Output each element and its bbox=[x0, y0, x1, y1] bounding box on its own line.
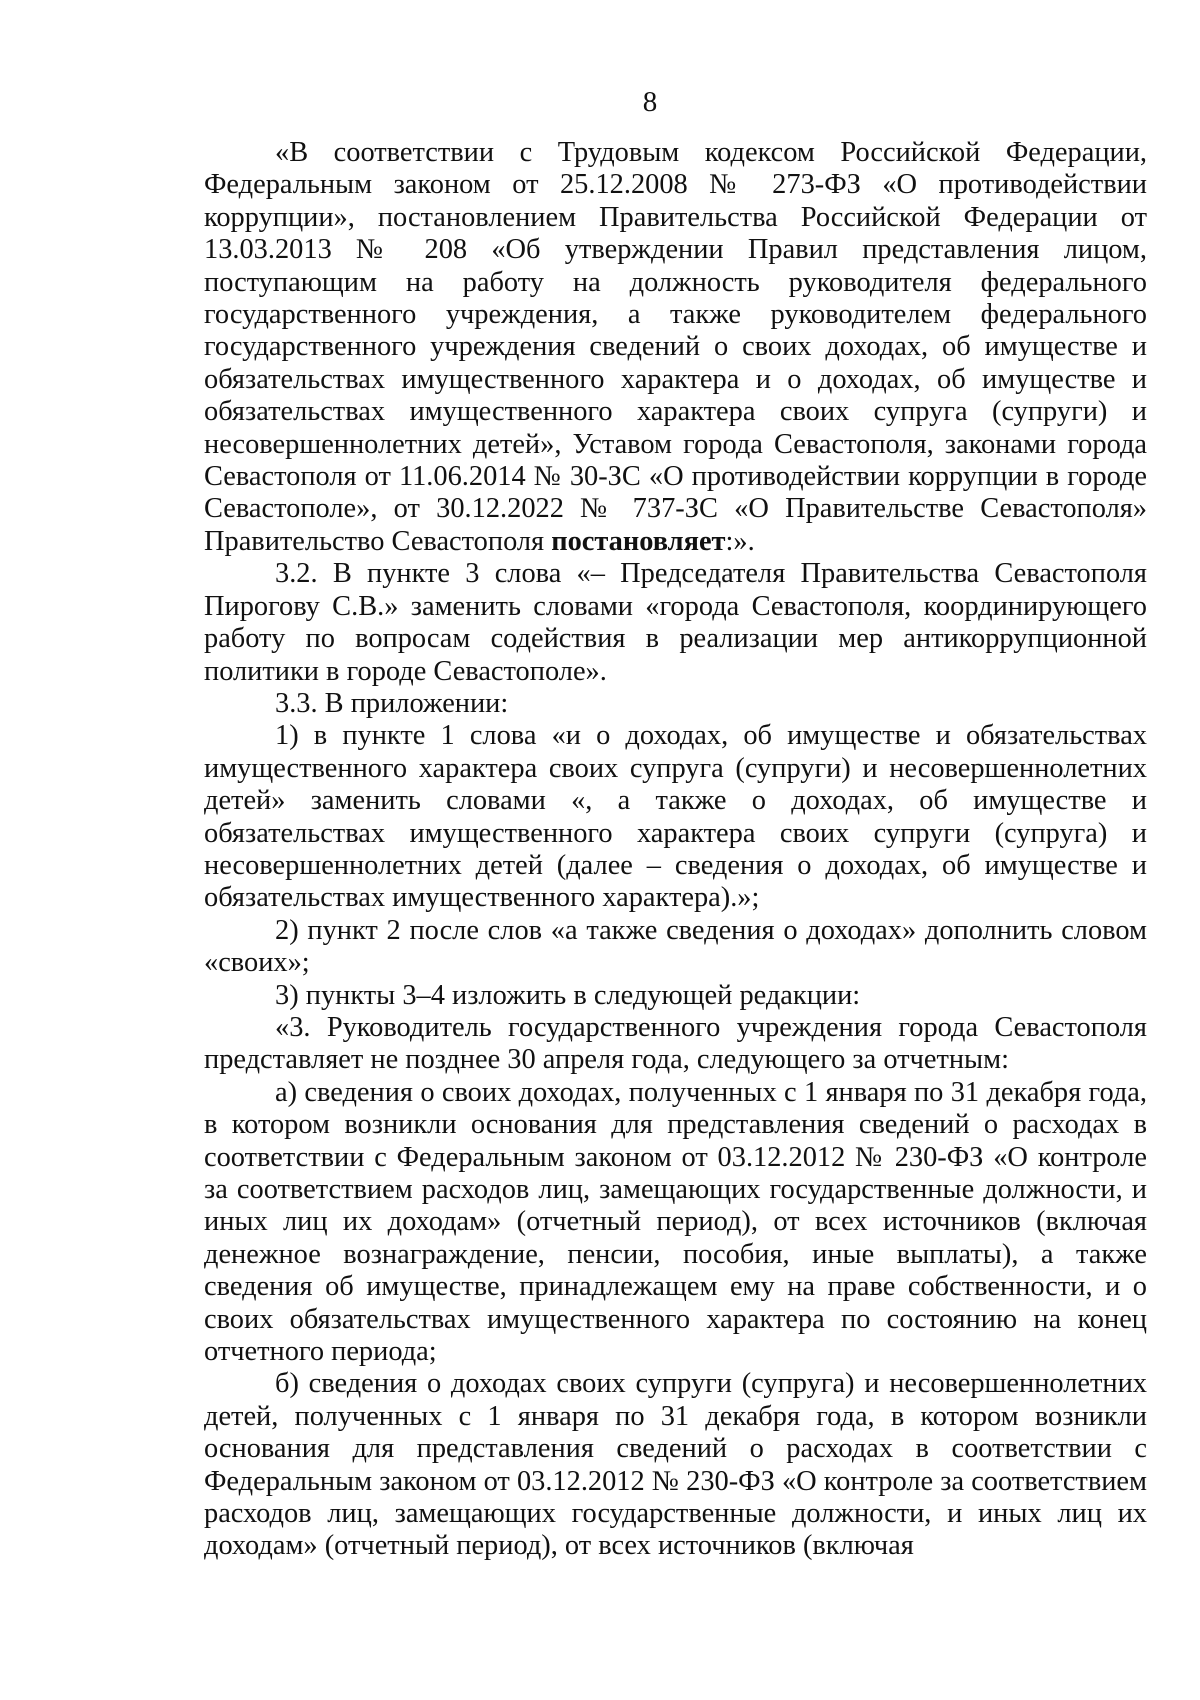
preamble-tail: :». bbox=[725, 525, 755, 557]
preamble-bold-verb: постановляет bbox=[551, 525, 726, 557]
preamble-text: «В соответствии с Трудовым кодексом Российской Федерации, Федеральным законом от 25.12.2008 № 273-ФЗ «О противодействии коррупции», постановлением Правительства Российской Федерации от 13.03.2013 № 208 «Об утверждении Правил представления лицом, поступающим на работу на должность руководителя федерального государственного учреждения, а также руководителем федерального государственного учреждения сведений о своих доходах, об имуществе и обязательствах имущественного характера и о доходах, об имуществе и обязательствах имущественного характера своих супруга (супруги) и несовершеннолетних детей», Уставом города Севастополя, законами города Севастополя от 11.06.2014 № 30-ЗС «О противодействии коррупции в городе Севастополе», от 30.12.2022 № 737-ЗС «О Правительстве Севастополя» Правительство Севастополя bbox=[204, 137, 1147, 557]
page-number: 8 bbox=[642, 86, 658, 118]
paragraph-3-2: 3.2. В пункте 3 слова «– Председателя Правительства Севастополя Пирогову С.В.» заменить словами «города Севастополя, координирующего работу по вопросам содействия в реализации мер антикоррупционной политики в городе Севастополе». bbox=[204, 558, 1147, 687]
paragraph-3-3: 3.3. В приложении: bbox=[275, 687, 509, 719]
paragraph-subclause-a: а) сведения о своих доходах, полученных с 1 января по 31 декабря года, в котором возникли основания для представления сведений о расходах в соответствии с Федеральным законом от 03.12.2012 № 230-ФЗ «О контроле за соответствием расходов лиц, замещающих государственные должности, и иных лиц их доходам» (отчетный период), от всех источников (включая денежное вознаграждение, пенсии, пособия, иные выплаты), а также сведения об имуществе, принадлежащем ему на праве собственности, и о своих обязательствах имущественного характера по состоянию на конец отчетного периода; bbox=[204, 1076, 1147, 1368]
document-body bbox=[204, 137, 1147, 1563]
paragraph-preamble bbox=[204, 137, 1147, 558]
paragraph-subclause-b: б) сведения о доходах своих супруги (супруга) и несовершеннолетних детей, полученных с 1 января по 31 декабря года, в котором возникли основания для представления сведений о расходах в соответствии с Федеральным законом от 03.12.2012 № 230-ФЗ «О контроле за соответствием расходов лиц, замещающих государственные должности, и иных лиц их доходам» (отчетный период), от всех источников (включая bbox=[204, 1368, 1147, 1562]
paragraph-item-1: 1) в пункте 1 слова «и о доходах, об имуществе и обязательствах имущественного характера своих супруга (супруги) и несовершеннолетних детей» заменить словами «, а также о доходах, об имуществе и обязательствах имущественного характера своих супруги (супруга) и несовершеннолетних детей (далее – сведения о доходах, об имуществе и обязательствах имущественного характера).»; bbox=[204, 720, 1147, 914]
paragraph-item-2: 2) пункт 2 после слов «а также сведения о доходах» дополнить словом «своих»; bbox=[204, 914, 1147, 979]
paragraph-clause-3: «3. Руководитель государственного учреждения города Севастополя представляет не позднее 30 апреля года, следующего за отчетным: bbox=[204, 1011, 1147, 1076]
paragraph-item-3: 3) пункты 3–4 изложить в следующей редакции: bbox=[275, 979, 861, 1011]
